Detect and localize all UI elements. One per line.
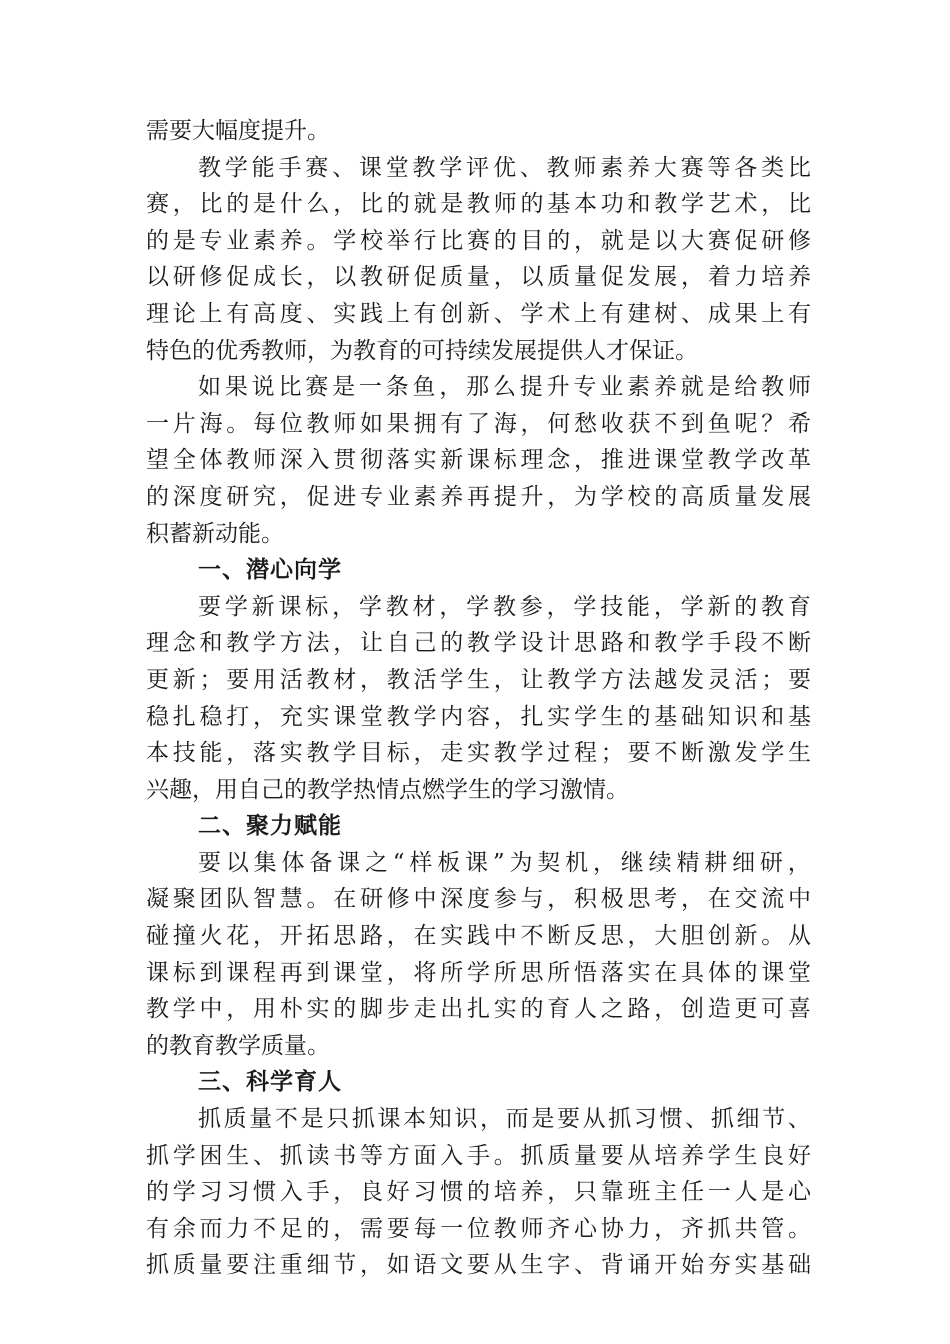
text-line: 要 以 集 体 备 课 之 “ 样 板 课 ” 为 契 机 ， 继 续 精 耕 细 研 ， [198,849,811,876]
text-line: 理 念 和 教 学 方 法 ， 让 自 己 的 教 学 设 计 思 路 和 教 学 手 段 不 断 [146,630,811,657]
text-line: 以 研 修 促 成 长 ， 以 教 研 促 质 量 ， 以 质 量 促 发 展 ， 着 力 培 养 [146,264,811,291]
text-line: 抓 质 量 不 是 只 抓 课 本 知 识 ， 而 是 要 从 抓 习 惯 、 抓 细 节 、 [198,1106,811,1133]
text-line: 抓 质 量 要 注 重 细 节 ， 如 语 文 要 从 生 字 、 背 诵 开 始 夯 实 基 础 [146,1252,811,1279]
text-line: 的 是 专 业 素 养 。 学 校 举 行 比 赛 的 目 的 ， 就 是 以 大 赛 促 研 修 [146,227,811,254]
text-line: 碰 撞 火 花 ， 开 拓 思 路 ， 在 实 践 中 不 断 反 思 ， 大 胆 创 新 。 从 [146,923,811,950]
text-line: 稳 扎 稳 打 ， 充 实 课 堂 教 学 内 容 ， 扎 实 学 生 的 基 础 知 识 和 基 [146,703,811,730]
text-line: 本 技 能 ， 落 实 教 学 目 标 ， 走 实 教 学 过 程 ； 要 不 断 激 发 学 生 [146,740,811,767]
document-body [146,113,811,1284]
section-heading: 三、科学育人 [198,1069,342,1096]
text-line: 的 学 习 习 惯 入 手 ， 良 好 习 惯 的 培 养 ， 只 靠 班 主 任 一 人 是 心 [146,1179,811,1206]
text-line: 抓 学 困 生 、 抓 读 书 等 方 面 入 手 。 抓 质 量 要 从 培 养 学 生 良 好 [146,1142,811,1169]
text-line: 的教育教学质量。 [146,1032,330,1059]
section-heading: 一、潜心向学 [198,557,342,584]
text-line: 特色的优秀教师，为教育的可持续发展提供人才保证。 [146,337,698,364]
section-heading: 二、聚力赋能 [198,813,342,840]
text-line: 兴趣，用自己的教学热情点燃学生的学习激情。 [146,776,629,803]
text-line: 更 新 ； 要 用 活 教 材 ， 教 活 学 生 ， 让 教 学 方 法 越 发 灵 活 ； 要 [146,666,811,693]
text-line: 要 学 新 课 标 ， 学 教 材 ， 学 教 参 ， 学 技 能 ， 学 新 的 教 育 [198,593,811,620]
text-line: 有 余 而 力 不 足 的 ， 需 要 每 一 位 教 师 齐 心 协 力 ， 齐 抓 共 管 。 [146,1215,811,1242]
text-line: 理 论 上 有 高 度 、 实 践 上 有 创 新 、 学 术 上 有 建 树 、 成 果 上 有 [146,300,811,327]
text-line: 凝 聚 团 队 智 慧 。 在 研 修 中 深 度 参 与 ， 积 极 思 考 ， 在 交 流 中 [146,886,811,913]
text-line: 一 片 海 。 每 位 教 师 如 果 拥 有 了 海 ， 何 愁 收 获 不 到 鱼 呢 ？ 希 [146,410,811,437]
text-line: 积蓄新动能。 [146,520,284,547]
text-line: 如 果 说 比 赛 是 一 条 鱼 ， 那 么 提 升 专 业 素 养 就 是 给 教 师 [198,374,811,401]
text-line: 需要大幅度提升。 [146,118,330,144]
text-line: 教 学 能 手 赛 、 课 堂 教 学 评 优 、 教 师 素 养 大 赛 等 各 类 比 [198,154,811,181]
text-line: 赛 ， 比 的 是 什 么 ， 比 的 就 是 教 师 的 基 本 功 和 教 学 艺 术 ， 比 [146,191,811,218]
text-line: 望 全 体 教 师 深 入 贯 彻 落 实 新 课 标 理 念 ， 推 进 课 堂 教 学 改 革 [146,447,811,474]
text-line: 课 标 到 课 程 再 到 课 堂 ， 将 所 学 所 思 所 悟 落 实 在 具 体 的 课 堂 [146,959,811,986]
text-line: 的 深 度 研 究 ， 促 进 专 业 素 养 再 提 升 ， 为 学 校 的 高 质 量 发 展 [146,483,811,510]
text-line: 教 学 中 ， 用 朴 实 的 脚 步 走 出 扎 实 的 育 人 之 路 ， 创 造 更 可 喜 [146,996,811,1023]
